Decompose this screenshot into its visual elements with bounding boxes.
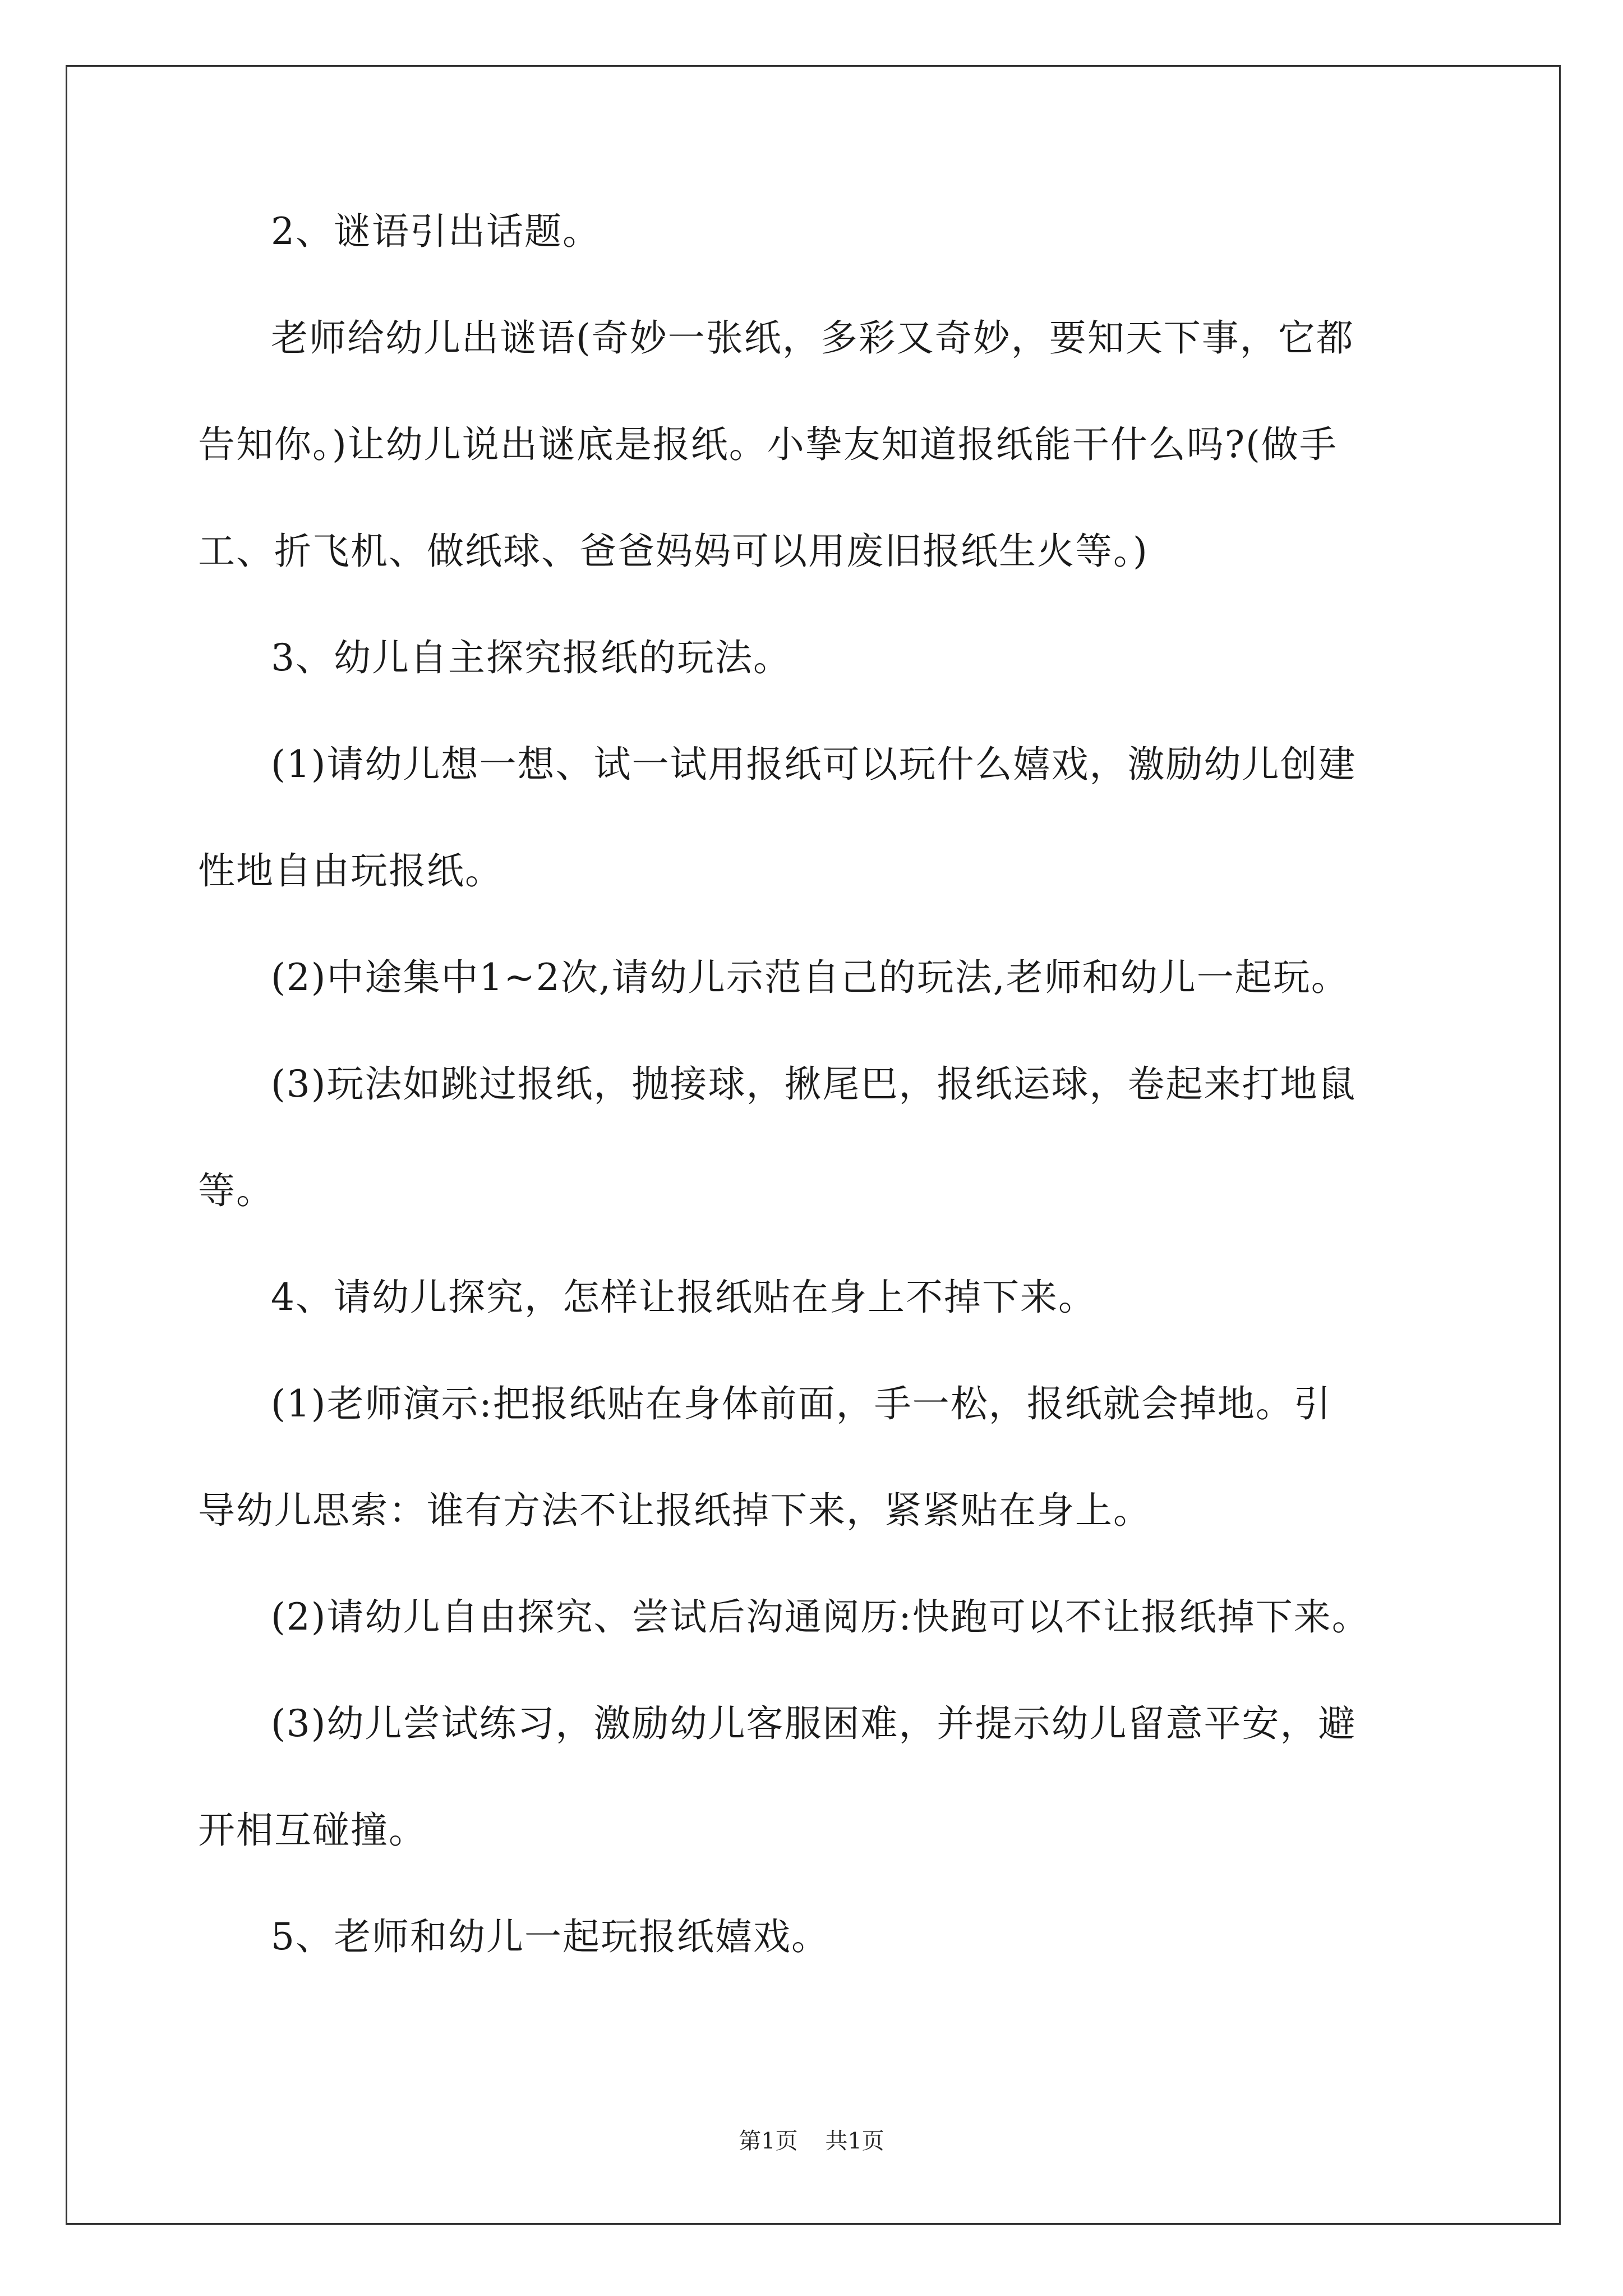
paragraph-line: (2)请幼儿自由探究、尝试后沟通阅历:快跑可以不让报纸掉下来。 [271, 1595, 1370, 1639]
paragraph-line: 告知你。)让幼儿说出谜底是报纸。小挚友知道报纸能干什么吗?(做手 [198, 423, 1338, 466]
paragraph-line: (1)老师演示:把报纸贴在身体前面，手一松，报纸就会掉地。引 [271, 1382, 1332, 1425]
paragraph-line: (2)中途集中1~2次,请幼儿示范自己的玩法,老师和幼儿一起玩。 [271, 956, 1349, 999]
paragraph-line: 工、折飞机、做纸球、爸爸妈妈可以用废旧报纸生火等。) [198, 530, 1149, 573]
paragraph-line: (1)请幼儿想一想、试一试用报纸可以玩什么嬉戏，激励幼儿创建 [271, 743, 1357, 786]
paragraph-line: 导幼儿思索：谁有方法不让报纸掉下来，紧紧贴在身上。 [198, 1489, 1151, 1532]
section-heading-4: 4、请幼儿探究，怎样让报纸贴在身上不掉下来。 [271, 1276, 1096, 1319]
paragraph-line: (3)玩法如跳过报纸，抛接球，揪尾巴，报纸运球，卷起来打地鼠 [271, 1062, 1357, 1106]
paragraph-line: 性地自由玩报纸。 [198, 849, 503, 892]
page-number: 第1页 [739, 2128, 798, 2154]
paragraph-line: 等。 [198, 1169, 274, 1212]
paragraph-line: (3)幼儿尝试练习，激励幼儿客服困难，并提示幼儿留意平安，避 [271, 1702, 1357, 1745]
section-heading-5: 5、老师和幼儿一起玩报纸嬉戏。 [271, 1915, 829, 1958]
section-heading-3: 3、幼儿自主探究报纸的玩法。 [271, 636, 791, 679]
paragraph-line: 开相互碰撞。 [198, 1809, 427, 1852]
page-border [66, 65, 1561, 2225]
paragraph-line: 老师给幼儿出谜语(奇妙一张纸，多彩又奇妙，要知天下事，它都 [271, 316, 1354, 360]
page-footer [0, 2130, 1623, 2152]
page-total: 共1页 [825, 2128, 884, 2154]
section-heading-2: 2、谜语引出话题。 [271, 210, 601, 253]
